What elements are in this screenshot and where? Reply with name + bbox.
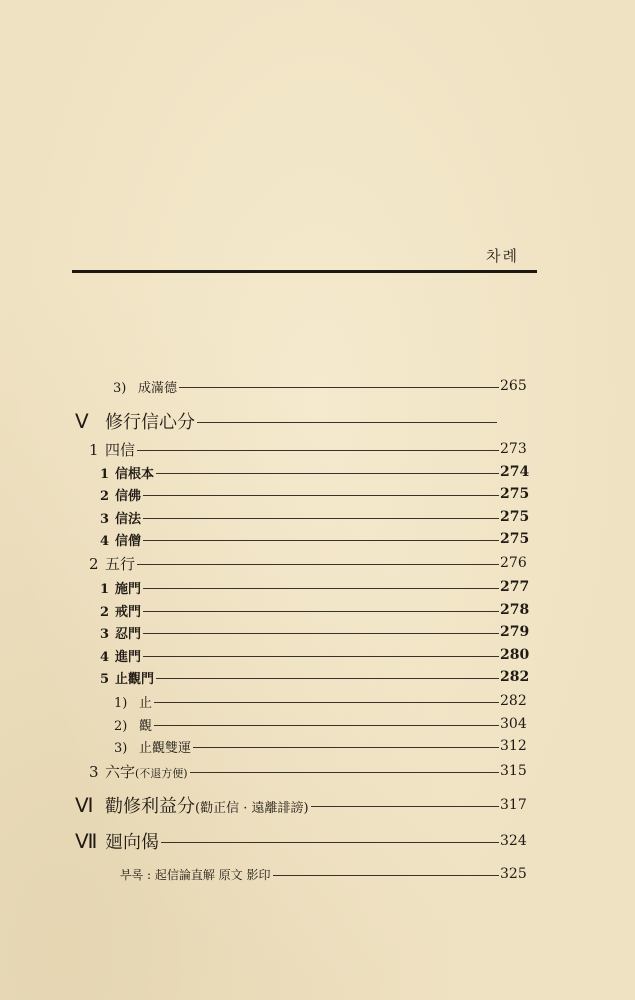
toc-label: Ⅴ 修行信心分 [75, 411, 195, 433]
page-number: 279 [500, 624, 530, 640]
leader-line [143, 633, 499, 634]
toc-entry-sixin[interactable] [89, 438, 526, 460]
toc-part-6[interactable] [75, 794, 526, 816]
leader-line [197, 422, 497, 423]
toc-entry-shimen[interactable] [100, 576, 530, 598]
leader-line [143, 611, 499, 612]
toc-label: 4 進門 [100, 649, 142, 665]
leader-line [193, 747, 499, 748]
page-number: 317 [500, 797, 527, 813]
toc-label: 3 信法 [100, 511, 142, 527]
toc-label: 1 信根本 [100, 466, 155, 482]
toc-label: Ⅶ 廻向偈 [75, 831, 159, 853]
toc-entry-chengmande[interactable] [113, 375, 526, 397]
leader-line [143, 540, 499, 541]
toc-entry-xinseng[interactable] [100, 528, 530, 550]
toc-label: 부록 : 起信論直解 原文 影印 [120, 867, 271, 882]
leader-line [156, 473, 499, 474]
page-number: 273 [500, 441, 527, 457]
page-number: 325 [500, 866, 527, 882]
page-number: 282 [500, 693, 527, 709]
toc-label: 3) 成滿德 [113, 380, 178, 396]
toc-label: 4 信僧 [100, 533, 142, 549]
page-number: 275 [500, 509, 530, 525]
toc-entry-xinfa[interactable] [100, 506, 530, 528]
leader-line [190, 772, 499, 773]
toc-entry-renmen[interactable] [100, 621, 530, 643]
toc-part-5[interactable] [75, 410, 498, 432]
toc-entry-wuxing[interactable] [89, 552, 526, 574]
toc-label: 1 四信 [89, 440, 136, 459]
leader-line [143, 588, 499, 589]
leader-line [154, 725, 499, 726]
toc-entry-guan[interactable] [114, 713, 526, 735]
leader-line [143, 656, 499, 657]
page-number: 280 [500, 647, 530, 663]
toc-label: 3) 止觀雙運 [114, 740, 192, 756]
toc-label: 2) 觀 [114, 718, 153, 734]
leader-line [311, 806, 499, 807]
leader-line [154, 702, 499, 703]
page-number: 312 [500, 738, 527, 754]
toc-label: Ⅵ 勸修利益分(勸正信 · 遠離誹謗) [75, 795, 309, 817]
page-number: 265 [500, 378, 527, 394]
toc-label: 3 忍門 [100, 626, 142, 642]
page-number: 282 [500, 669, 530, 685]
page-number: 315 [500, 763, 527, 779]
toc-label: 2 五行 [89, 554, 136, 573]
leader-line [161, 842, 499, 843]
toc-entry-xinfo[interactable] [100, 483, 530, 505]
leader-line [273, 875, 500, 876]
page-number: 274 [500, 464, 530, 480]
leader-line [179, 387, 499, 388]
page-header-title: 차례 [486, 247, 519, 265]
page-number: 276 [500, 555, 527, 571]
toc-label: 1) 止 [114, 695, 153, 711]
page-number: 275 [500, 486, 530, 502]
leader-line [137, 450, 499, 451]
toc-label: 2 信佛 [100, 488, 142, 504]
toc-entry-jiemen[interactable] [100, 599, 530, 621]
page-number: 324 [500, 833, 527, 849]
toc-label: 3 六字(不退方便) [89, 762, 188, 781]
page-number: 278 [500, 602, 530, 618]
toc-entry-zhi[interactable] [114, 690, 526, 712]
toc-entry-appendix[interactable] [120, 863, 526, 885]
toc-entry-zhiguanmen[interactable] [100, 666, 530, 688]
page-number: 277 [500, 579, 530, 595]
leader-line [143, 495, 499, 496]
toc-label: 5 止觀門 [100, 671, 155, 687]
toc-entry-zhiguanshuangyun[interactable] [114, 735, 526, 757]
page-number: 304 [500, 716, 527, 732]
leader-line [156, 678, 499, 679]
toc-entry-jinmen[interactable] [100, 644, 530, 666]
leader-line [143, 518, 499, 519]
toc-entry-liuzi[interactable] [89, 760, 526, 782]
leader-line [137, 564, 499, 565]
page-number: 275 [500, 531, 530, 547]
toc-label: 1 施門 [100, 581, 142, 597]
toc-entry-xingenben[interactable] [100, 461, 530, 483]
toc-part-7[interactable] [75, 830, 526, 852]
toc-label: 2 戒門 [100, 604, 142, 620]
